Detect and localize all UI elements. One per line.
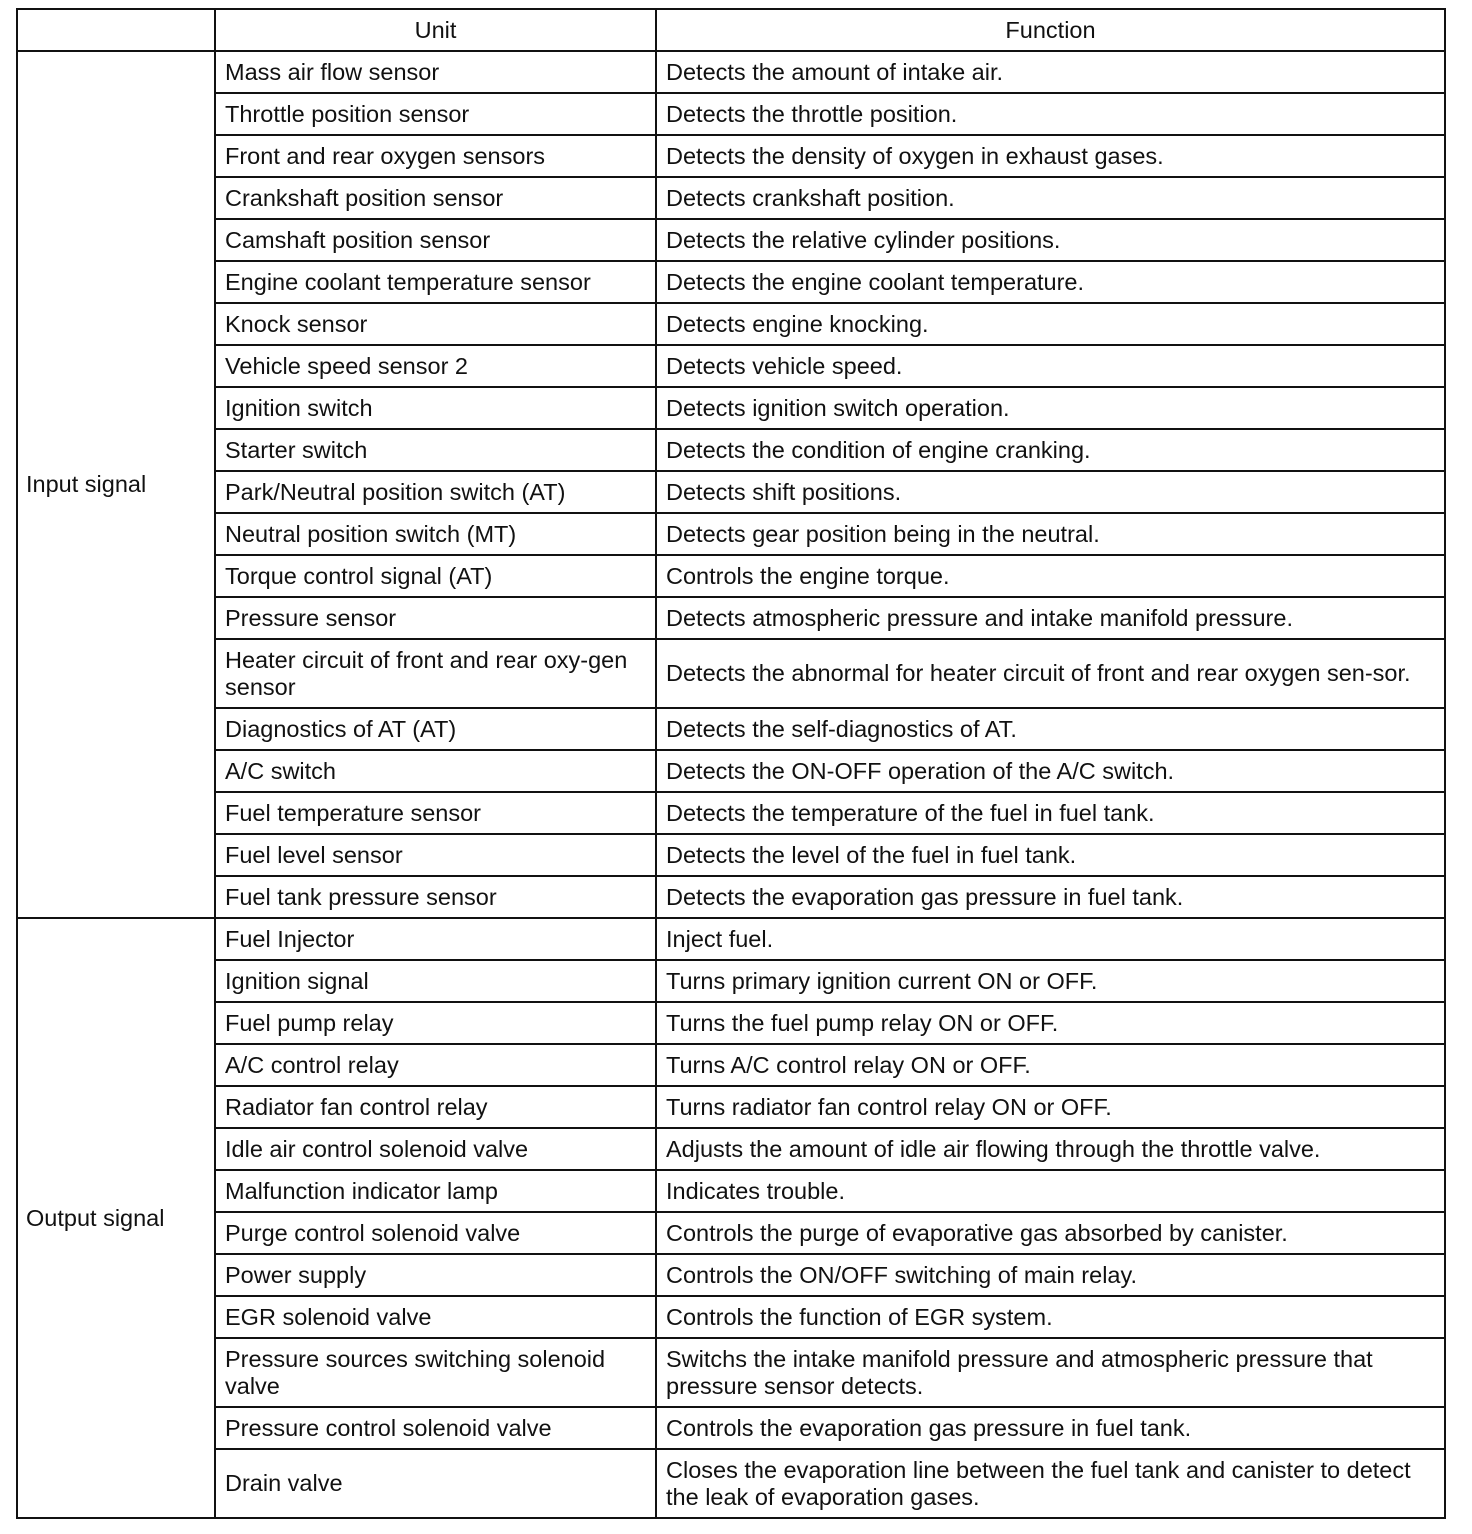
function-cell: Detects the ON-OFF operation of the A/C switch. xyxy=(656,750,1445,792)
function-cell: Turns radiator fan control relay ON or OFF. xyxy=(656,1086,1445,1128)
function-cell: Adjusts the amount of idle air flowing through the throttle valve. xyxy=(656,1128,1445,1170)
document-page xyxy=(16,8,1446,1519)
table-row xyxy=(17,876,1445,918)
table-row xyxy=(17,597,1445,639)
unit-cell: Park/Neutral position switch (AT) xyxy=(215,471,656,513)
function-cell: Detects shift positions. xyxy=(656,471,1445,513)
table-row xyxy=(17,555,1445,597)
table-row xyxy=(17,639,1445,708)
function-cell: Controls the purge of evaporative gas absorbed by canister. xyxy=(656,1212,1445,1254)
table-row xyxy=(17,93,1445,135)
table-row xyxy=(17,345,1445,387)
table-row xyxy=(17,471,1445,513)
table-row xyxy=(17,918,1445,960)
unit-cell: Malfunction indicator lamp xyxy=(215,1170,656,1212)
table-row xyxy=(17,1449,1445,1518)
unit-cell: Knock sensor xyxy=(215,303,656,345)
function-cell: Inject fuel. xyxy=(656,918,1445,960)
table-row xyxy=(17,1086,1445,1128)
unit-cell: Drain valve xyxy=(215,1449,656,1518)
function-cell: Controls the evaporation gas pressure in fuel tank. xyxy=(656,1407,1445,1449)
function-cell: Detects the abnormal for heater circuit of front and rear oxygen sen-sor. xyxy=(656,639,1445,708)
table-row xyxy=(17,387,1445,429)
table-row xyxy=(17,792,1445,834)
unit-cell: Engine coolant temperature sensor xyxy=(215,261,656,303)
table-row xyxy=(17,1254,1445,1296)
function-cell: Detects the engine coolant temperature. xyxy=(656,261,1445,303)
function-cell: Indicates trouble. xyxy=(656,1170,1445,1212)
unit-cell: Pressure control solenoid valve xyxy=(215,1407,656,1449)
unit-cell: Throttle position sensor xyxy=(215,93,656,135)
function-cell: Turns A/C control relay ON or OFF. xyxy=(656,1044,1445,1086)
function-cell: Closes the evaporation line between the fuel tank and canister to detect the leak of evaporation gases. xyxy=(656,1449,1445,1518)
function-cell: Turns the fuel pump relay ON or OFF. xyxy=(656,1002,1445,1044)
function-cell: Detects the self-diagnostics of AT. xyxy=(656,708,1445,750)
table-row xyxy=(17,708,1445,750)
table-row xyxy=(17,219,1445,261)
group-label-output: Output signal xyxy=(17,918,215,1518)
table-row xyxy=(17,177,1445,219)
unit-cell: Fuel level sensor xyxy=(215,834,656,876)
unit-cell: Fuel pump relay xyxy=(215,1002,656,1044)
unit-cell: Camshaft position sensor xyxy=(215,219,656,261)
table-row xyxy=(17,834,1445,876)
header-row xyxy=(17,9,1445,51)
unit-cell: Diagnostics of AT (AT) xyxy=(215,708,656,750)
unit-cell: Idle air control solenoid valve xyxy=(215,1128,656,1170)
function-cell: Detects the temperature of the fuel in fuel tank. xyxy=(656,792,1445,834)
function-cell: Detects the density of oxygen in exhaust gases. xyxy=(656,135,1445,177)
unit-cell: Radiator fan control relay xyxy=(215,1086,656,1128)
group-label-input: Input signal xyxy=(17,51,215,918)
table-row xyxy=(17,429,1445,471)
function-cell: Detects engine knocking. xyxy=(656,303,1445,345)
function-cell: Detects the condition of engine cranking. xyxy=(656,429,1445,471)
unit-cell: A/C switch xyxy=(215,750,656,792)
unit-cell: Fuel tank pressure sensor xyxy=(215,876,656,918)
function-cell: Controls the engine torque. xyxy=(656,555,1445,597)
table-row xyxy=(17,135,1445,177)
function-cell: Detects the relative cylinder positions. xyxy=(656,219,1445,261)
table-row xyxy=(17,1212,1445,1254)
table-row xyxy=(17,1338,1445,1407)
function-cell: Detects ignition switch operation. xyxy=(656,387,1445,429)
function-cell: Detects the amount of intake air. xyxy=(656,51,1445,93)
function-cell: Detects the level of the fuel in fuel tank. xyxy=(656,834,1445,876)
header-unit: Unit xyxy=(215,9,656,51)
header-blank xyxy=(17,9,215,51)
function-cell: Controls the ON/OFF switching of main relay. xyxy=(656,1254,1445,1296)
signal-function-table xyxy=(16,8,1446,1519)
unit-cell: Fuel Injector xyxy=(215,918,656,960)
function-cell: Turns primary ignition current ON or OFF. xyxy=(656,960,1445,1002)
table-row xyxy=(17,51,1445,93)
function-cell: Controls the function of EGR system. xyxy=(656,1296,1445,1338)
function-cell: Detects vehicle speed. xyxy=(656,345,1445,387)
table-row xyxy=(17,1128,1445,1170)
table-row xyxy=(17,1170,1445,1212)
unit-cell: Fuel temperature sensor xyxy=(215,792,656,834)
function-cell: Detects gear position being in the neutral. xyxy=(656,513,1445,555)
table-row xyxy=(17,261,1445,303)
unit-cell: Neutral position switch (MT) xyxy=(215,513,656,555)
unit-cell: Pressure sources switching solenoid valve xyxy=(215,1338,656,1407)
table-row xyxy=(17,303,1445,345)
unit-cell: Heater circuit of front and rear oxy-gen sensor xyxy=(215,639,656,708)
table-row xyxy=(17,513,1445,555)
unit-cell: EGR solenoid valve xyxy=(215,1296,656,1338)
function-cell: Detects the evaporation gas pressure in fuel tank. xyxy=(656,876,1445,918)
unit-cell: Front and rear oxygen sensors xyxy=(215,135,656,177)
table-row xyxy=(17,960,1445,1002)
unit-cell: Ignition signal xyxy=(215,960,656,1002)
table-row xyxy=(17,1296,1445,1338)
function-cell: Detects crankshaft position. xyxy=(656,177,1445,219)
table-row xyxy=(17,750,1445,792)
function-cell: Detects atmospheric pressure and intake manifold pressure. xyxy=(656,597,1445,639)
unit-cell: Ignition switch xyxy=(215,387,656,429)
unit-cell: Mass air flow sensor xyxy=(215,51,656,93)
table-row xyxy=(17,1044,1445,1086)
unit-cell: Pressure sensor xyxy=(215,597,656,639)
header-function: Function xyxy=(656,9,1445,51)
unit-cell: Power supply xyxy=(215,1254,656,1296)
function-cell: Detects the throttle position. xyxy=(656,93,1445,135)
unit-cell: Vehicle speed sensor 2 xyxy=(215,345,656,387)
unit-cell: Torque control signal (AT) xyxy=(215,555,656,597)
unit-cell: Crankshaft position sensor xyxy=(215,177,656,219)
table-row xyxy=(17,1407,1445,1449)
unit-cell: A/C control relay xyxy=(215,1044,656,1086)
unit-cell: Starter switch xyxy=(215,429,656,471)
table-row xyxy=(17,1002,1445,1044)
function-cell: Switchs the intake manifold pressure and atmospheric pressure that pressure sensor detects. xyxy=(656,1338,1445,1407)
unit-cell: Purge control solenoid valve xyxy=(215,1212,656,1254)
